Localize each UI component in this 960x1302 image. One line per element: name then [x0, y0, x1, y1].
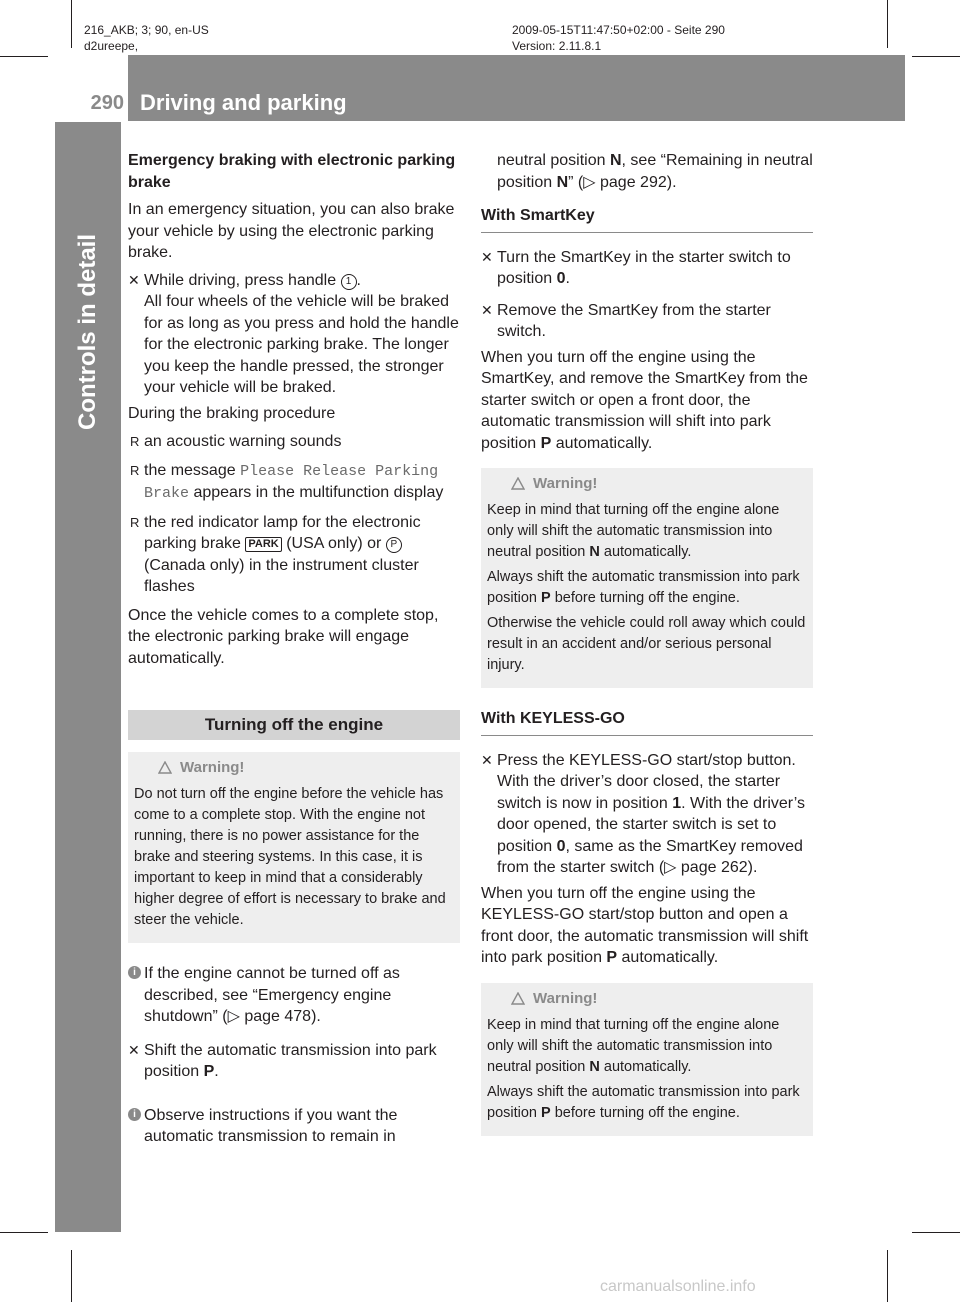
- watermark[interactable]: carmanualsonline.info: [600, 1278, 756, 1295]
- bullet-text-end: (Canada only) in the instrument cluster flashes: [144, 556, 419, 595]
- page-number: 290: [90, 92, 124, 114]
- info-icon: i: [128, 966, 141, 979]
- warning-text: [487, 1015, 807, 1078]
- print-meta-right-line1: 2009-05-15T11:47:50+02:00 - Seite 290: [512, 23, 725, 37]
- crop-mark: [887, 0, 888, 48]
- warning-title-text: Warning!: [533, 989, 598, 1007]
- step-text: While driving, press handle: [144, 271, 341, 289]
- crop-mark: [912, 1232, 960, 1233]
- park-brake-canada-icon: P: [386, 537, 402, 553]
- print-meta-left-line1: 216_AKB; 3; 90, en-US: [84, 23, 209, 37]
- during-label: During the braking procedure: [128, 404, 336, 422]
- step-bold: 0: [556, 270, 566, 287]
- warning-text: Do not turn off the engine before the vehicle has come to a complete stop. With the engine not running, there is no power assistance for the brake and steering systems. In this case, it is important to keep in mind that a considerably higher degree of effort is necessary to brake and steer the vehicle.: [134, 786, 446, 928]
- crop-mark: [912, 56, 960, 57]
- text: automatically.: [599, 1058, 692, 1075]
- step-turn-smartkey: [481, 247, 813, 290]
- bullet-text: the red indicator lamp for the electronic parking brake: [144, 513, 421, 552]
- warning-triangle-icon: [511, 992, 525, 1005]
- warning-title: [487, 988, 807, 1009]
- text: automatically.: [617, 949, 719, 966]
- text: neutral position: [497, 152, 610, 169]
- warning-text: [487, 1082, 807, 1124]
- step-press-keyless-go: [481, 750, 813, 879]
- step-arrow-icon: ✕: [481, 248, 493, 265]
- text: When you turn off the engine using the KEYLESS-GO start/stop button and open a front door, the automatic transmission will shift into park position: [481, 884, 809, 966]
- step-text-end: .: [214, 1063, 219, 1080]
- emergency-title: Emergency braking with electronic parking brake: [128, 152, 456, 191]
- warning-text: Otherwise the vehicle could roll away which could result in an accident and/or serious personal injury.: [487, 615, 806, 673]
- text: When you turn off the engine using the SmartKey, and remove the SmartKey from the starter switch or open a front door, the automatic transmission will shift into park position: [481, 348, 808, 452]
- step-text: . With the driver’s door opened, the starter switch is set to position: [497, 794, 805, 855]
- smartkey-paragraph: [481, 347, 813, 455]
- warning-box: [128, 752, 460, 943]
- warning-title: [134, 757, 454, 778]
- print-meta-right: [512, 22, 725, 54]
- text-bold: P: [540, 434, 552, 452]
- crop-mark: [71, 1250, 72, 1302]
- emergency-intro: In an emergency situation, you can also brake your vehicle by using the electronic parking brake.: [128, 201, 455, 261]
- keyless-go-heading: With KEYLESS-GO: [481, 708, 813, 736]
- list-item: [128, 431, 460, 453]
- chapter-title: Driving and parking: [140, 90, 347, 115]
- text: ” (▷ page 292).: [568, 173, 677, 191]
- info-note: [128, 1105, 460, 1148]
- text: Always shift the automatic transmission into park position: [487, 1083, 800, 1121]
- text: Keep in mind that turning off the engine alone only will shift the automatic transmission into neutral position: [487, 502, 780, 560]
- step-arrow-icon: ✕: [481, 751, 493, 768]
- crop-mark: [0, 56, 48, 57]
- step-press-handle: [128, 270, 460, 399]
- text-bold: N: [589, 1058, 600, 1075]
- section-title: Turning off the engine: [128, 710, 460, 740]
- warning-triangle-icon: [158, 761, 172, 774]
- text-bold: P: [541, 590, 551, 606]
- text: before turning off the engine.: [550, 590, 740, 606]
- text: before turning off the engine.: [550, 1104, 740, 1121]
- text: automatically.: [599, 544, 692, 560]
- warning-box: [481, 983, 813, 1136]
- list-item: [128, 512, 460, 598]
- smartkey-heading: With SmartKey: [481, 205, 813, 233]
- step-text: Press the KEYLESS-GO start/stop button. With the driver’s door closed, the starter switch is now in position: [497, 751, 796, 812]
- text-bold: N: [589, 544, 600, 560]
- warning-box: [481, 468, 813, 688]
- info-note-text: Observe instructions if you want the automatic transmission to remain in: [144, 1106, 398, 1145]
- step-arrow-icon: ✕: [481, 301, 493, 318]
- display-message: Please Release Parking Brake: [144, 462, 439, 502]
- print-meta-left: [84, 22, 209, 54]
- keyless-go-paragraph: [481, 883, 813, 969]
- bullet-icon: R: [130, 514, 140, 530]
- step-remove-smartkey: [481, 300, 813, 343]
- warning-triangle-icon: [511, 477, 525, 490]
- info-note: [128, 963, 460, 1028]
- warning-title-text: Warning!: [533, 475, 598, 492]
- crop-mark: [887, 1250, 888, 1302]
- text-bold: P: [606, 949, 618, 966]
- text: Always shift the automatic transmission into park position: [487, 569, 800, 606]
- bullet-text-end: appears in the multifunction display: [189, 484, 444, 501]
- warning-title: [487, 473, 807, 494]
- info-icon: i: [128, 1108, 141, 1121]
- step-bold: P: [203, 1063, 215, 1080]
- sidebar-title: Controls in detail: [74, 233, 101, 431]
- info-note-text: If the engine cannot be turned off as described, see “Emergency engine shutdown” (▷ page 478).: [144, 965, 400, 1025]
- step-arrow-icon: ✕: [128, 1041, 140, 1058]
- crop-mark: [0, 1232, 48, 1233]
- bullet-icon: R: [130, 462, 140, 478]
- bullet-text-mid: (USA only) or: [281, 535, 386, 552]
- park-brake-icon: PARK: [245, 537, 281, 552]
- step-text-end: , same as the SmartKey removed from the starter switch (▷ page 262).: [497, 837, 803, 876]
- once-stop-paragraph: Once the vehicle comes to a complete stop, the electronic parking brake will engage automatically.: [128, 606, 439, 667]
- text-bold: P: [541, 1104, 551, 1121]
- right-column: [481, 150, 813, 1150]
- print-meta-left-line2: d2ureepe,: [84, 39, 139, 53]
- bullet-text: the message: [144, 461, 241, 479]
- step-bold: 0: [556, 837, 566, 855]
- continued-paragraph: [481, 150, 813, 193]
- list-item: [128, 460, 460, 505]
- text: Keep in mind that turning off the engine alone only will shift the automatic transmission into neutral position: [487, 1016, 780, 1075]
- warning-text: [487, 567, 807, 609]
- text-bold: N: [556, 173, 569, 191]
- text: automatically.: [551, 434, 653, 452]
- step-text: Shift the automatic transmission into park position: [144, 1041, 437, 1080]
- step-text-end: .: [565, 270, 570, 287]
- warning-text: [487, 500, 807, 563]
- step-text: Turn the SmartKey in the starter switch to position: [497, 248, 791, 287]
- step-shift-park: [128, 1040, 460, 1083]
- crop-mark: [71, 0, 72, 48]
- step-bold: 1: [672, 794, 682, 812]
- step-text: Remove the SmartKey from the starter switch.: [497, 301, 771, 340]
- bullet-text: an acoustic warning sounds: [144, 433, 342, 450]
- bullet-icon: R: [130, 434, 140, 449]
- text-bold: N: [609, 152, 622, 169]
- left-column: [128, 150, 460, 1154]
- handle-marker-icon: 1: [341, 274, 357, 290]
- print-meta-right-line2: Version: 2.11.8.1: [512, 39, 602, 53]
- step-detail: All four wheels of the vehicle will be braked for as long as you press and hold the handle for the electronic parking brake. The longer you keep the handle pressed, the stronger your vehicle will be braked.: [144, 293, 459, 396]
- warning-title-text: Warning!: [180, 759, 245, 776]
- step-text-end: .: [356, 271, 361, 289]
- text: , see “Remaining in neutral position: [497, 152, 813, 191]
- step-arrow-icon: ✕: [128, 271, 140, 288]
